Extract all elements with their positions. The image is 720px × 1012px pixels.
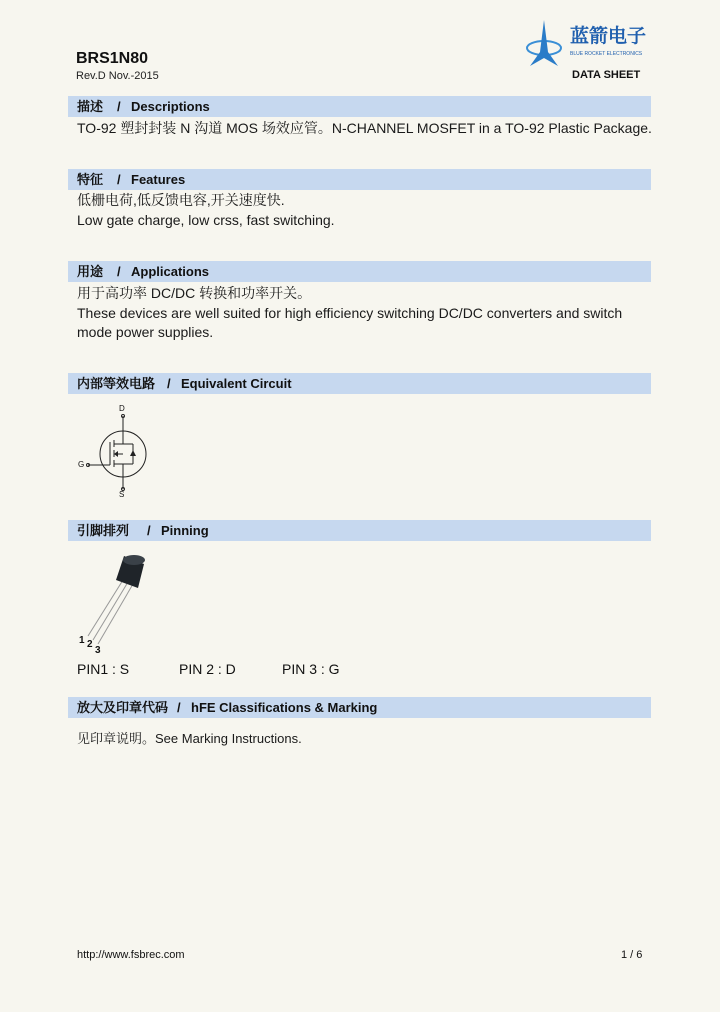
sep: /	[167, 376, 171, 391]
pin-number-2: 2	[87, 639, 93, 650]
logo-subtext: BLUE ROCKET ELECTRONICS	[570, 51, 643, 57]
pin-number-3: 3	[95, 645, 101, 656]
logo-text: 蓝箭电子	[570, 26, 647, 47]
features-en: Low gate charge, low crss, fast switching.	[77, 212, 335, 228]
sep: /	[147, 523, 151, 538]
applications-en-2: mode power supplies.	[77, 324, 214, 340]
section-header-features	[68, 169, 651, 190]
section-header-equivalent-circuit	[68, 373, 651, 394]
sep: /	[117, 264, 121, 279]
pin-number-1: 1	[79, 635, 85, 646]
sep: /	[117, 99, 121, 114]
to92-package-image	[78, 550, 158, 660]
section-cn: 用途	[77, 264, 104, 279]
section-cn: 描述	[77, 99, 104, 114]
company-logo	[524, 18, 654, 68]
section-cn: 内部等效电路	[77, 376, 156, 391]
gate-label: G	[78, 460, 85, 469]
footer-url[interactable]: http://www.fsbrec.com	[77, 949, 185, 961]
section-en: Pinning	[161, 523, 209, 538]
section-header-descriptions	[68, 96, 651, 117]
page-number: 1 / 6	[621, 949, 643, 961]
part-number: BRS1N80	[76, 50, 149, 67]
section-header-pinning	[68, 520, 651, 541]
mosfet-circuit-icon	[76, 404, 156, 499]
section-en: Equivalent Circuit	[181, 376, 292, 391]
description-text: TO-92 塑封封装 N 沟道 MOS 场效应管。N-CHANNEL MOSFET in a TO-92 Plastic Package.	[77, 120, 652, 136]
section-cn: 放大及印章代码	[77, 700, 169, 715]
sep: /	[177, 700, 181, 715]
section-en: Features	[131, 172, 186, 187]
section-header-marking	[68, 697, 651, 718]
section-cn: 引脚排列	[77, 523, 130, 538]
mosfet-symbol	[76, 404, 156, 499]
pin1-label: PIN1 : S	[77, 661, 130, 677]
section-cn: 特征	[77, 172, 104, 187]
marking-text: 见印章说明。See Marking Instructions.	[77, 731, 302, 746]
applications-en-1: These devices are well suited for high efficiency switching DC/DC converters and switch	[77, 305, 623, 321]
source-label: S	[119, 490, 125, 499]
section-en: Descriptions	[131, 99, 210, 114]
pin3-label: PIN 3 : G	[282, 661, 340, 677]
section-en: Applications	[131, 264, 210, 279]
applications-cn: 用于高功率 DC/DC 转换和功率开关。	[77, 285, 312, 301]
rocket-logo-icon	[524, 18, 564, 70]
drain-label: D	[119, 404, 125, 413]
pin2-label: PIN 2 : D	[179, 661, 236, 677]
section-en: hFE Classifications & Marking	[191, 700, 378, 715]
revision: Rev.D Nov.-2015	[76, 70, 159, 82]
section-header-applications	[68, 261, 651, 282]
doc-type: DATA SHEET	[572, 69, 641, 81]
sep: /	[117, 172, 121, 187]
features-cn: 低栅电荷,低反馈电容,开关速度快.	[77, 192, 285, 208]
